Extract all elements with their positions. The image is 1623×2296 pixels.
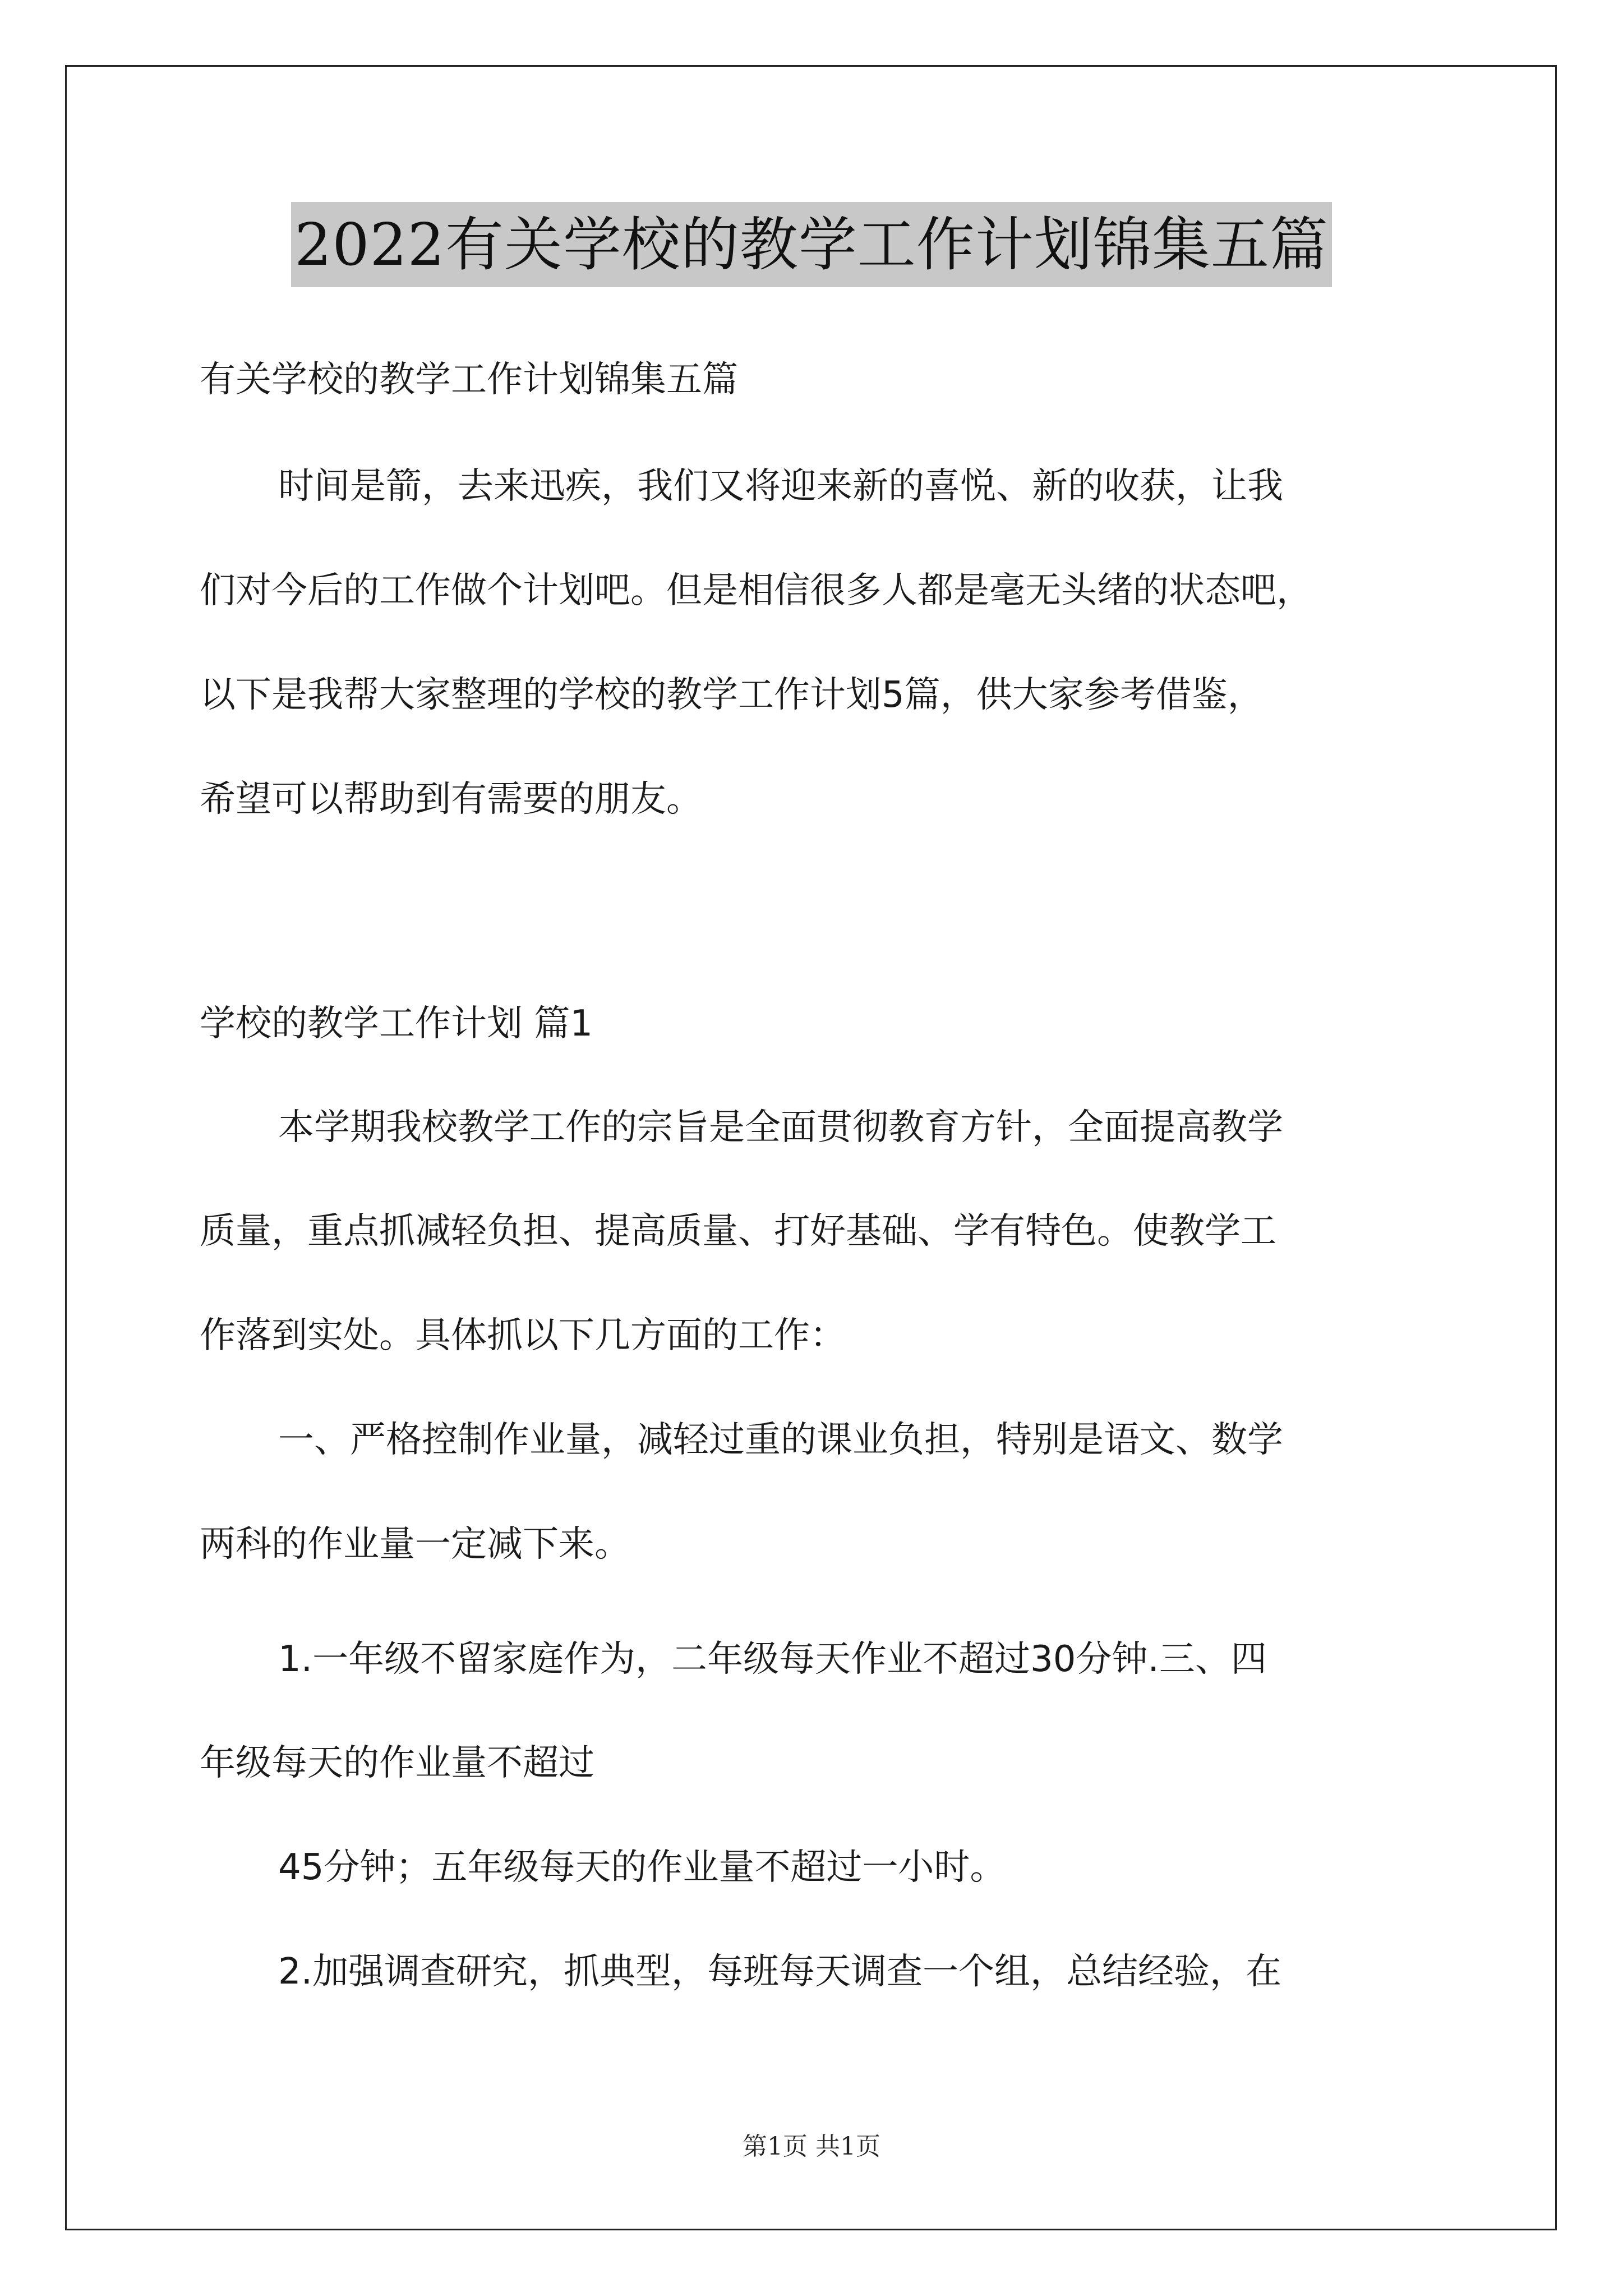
intro-line-1: 时间是箭，去来迅疾，我们又将迎来新的喜悦、新的收获，让我: [278, 466, 1283, 507]
section-line-9: 2.加强调查研究，抓典型，每班每天调查一个组，总结经验，在: [278, 1951, 1282, 1993]
document-body: [200, 0, 1433, 2296]
section-line-4: 一、严格控制作业量，减轻过重的课业负担，特别是语文、数学: [278, 1419, 1283, 1461]
intro-line-4: 希望可以帮助到有需要的朋友。: [200, 779, 702, 820]
section-line-8: 45分钟；五年级每天的作业量不超过一小时。: [278, 1847, 1006, 1888]
section-line-3: 作落到实处。具体抓以下几方面的工作：: [200, 1315, 846, 1356]
section-line-1: 本学期我校教学工作的宗旨是全面贯彻教育方针，全面提高教学: [278, 1107, 1283, 1148]
page-footer: 第1页 共1页: [743, 2132, 880, 2161]
intro-line-3: 以下是我帮大家整理的学校的教学工作计划5篇，供大家参考借鉴，: [200, 674, 1264, 716]
section-line-6: 1.一年级不留家庭作为，二年级每天作业不超过30分钟.三、四: [278, 1639, 1267, 1680]
section-line-2: 质量，重点抓减轻负担、提高质量、打好基础、学有特色。使教学工: [200, 1211, 1276, 1252]
subtitle: 有关学校的教学工作计划锦集五篇: [200, 359, 738, 401]
intro-line-2: 们对今后的工作做个计划吧。但是相信很多人都是毫无头绪的状态吧，: [200, 570, 1312, 611]
section-line-7: 年级每天的作业量不超过: [200, 1742, 594, 1784]
section-heading: 学校的教学工作计划 篇1: [200, 1003, 593, 1045]
section-line-5: 两科的作业量一定减下来。: [200, 1524, 630, 1565]
document-title: 2022有关学校的教学工作计划锦集五篇: [291, 202, 1332, 287]
